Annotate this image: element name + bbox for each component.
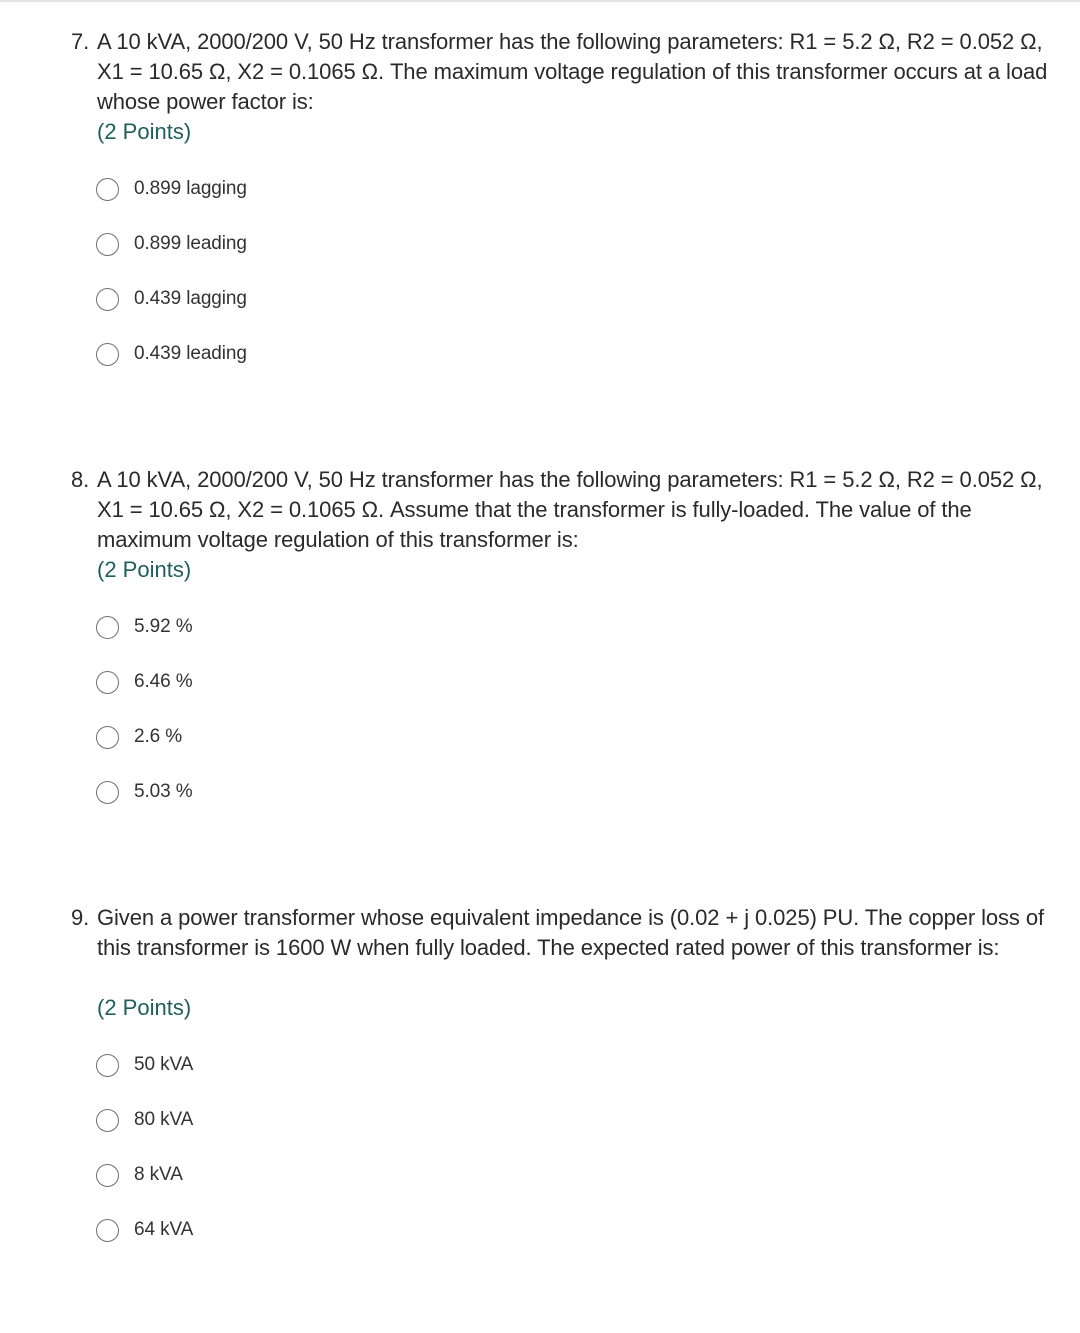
radio-button[interactable] bbox=[96, 726, 119, 749]
option-label: 5.03 % bbox=[134, 781, 193, 802]
question-points: (2 Points) bbox=[97, 557, 192, 582]
radio-button[interactable] bbox=[96, 233, 119, 256]
option-label: 0.439 lagging bbox=[134, 288, 247, 309]
radio-button[interactable] bbox=[96, 288, 119, 311]
radio-button[interactable] bbox=[96, 343, 119, 366]
radio-button[interactable] bbox=[96, 1109, 119, 1132]
question-number: 9. bbox=[71, 905, 90, 930]
question-text bbox=[71, 465, 1057, 555]
question-points: (2 Points) bbox=[97, 995, 192, 1020]
radio-button[interactable] bbox=[96, 1054, 119, 1077]
option-label: 50 kVA bbox=[134, 1054, 194, 1075]
radio-button[interactable] bbox=[96, 1219, 119, 1242]
radio-button[interactable] bbox=[96, 1164, 119, 1187]
question-body: Given a power transformer whose equivalent impedance is (0.02 + j 0.025) PU. The copper loss of this transformer is 1600 W when fully loaded. The expected rated power of this transformer is: bbox=[97, 905, 1044, 960]
option-label: 0.899 lagging bbox=[134, 178, 247, 199]
option-0-439-lagging[interactable] bbox=[96, 285, 247, 313]
option-label: 6.46 % bbox=[134, 671, 193, 692]
option-0-439-leading[interactable] bbox=[96, 340, 247, 368]
radio-button[interactable] bbox=[96, 616, 119, 639]
option-0-899-lagging[interactable] bbox=[96, 175, 247, 203]
option-label: 0.439 leading bbox=[134, 343, 247, 364]
option-label: 64 kVA bbox=[134, 1219, 194, 1240]
option-label: 8 kVA bbox=[134, 1164, 183, 1185]
option-label: 0.899 leading bbox=[134, 233, 247, 254]
question-points: (2 Points) bbox=[97, 119, 192, 144]
question-body: A 10 kVA, 2000/200 V, 50 Hz transformer has the following parameters: R1 = 5.2 Ω, R2 = 0.052 Ω, X1 = 10.65 Ω, X2 = 0.1065 Ω. Assume that the transformer is fully-loaded. The value of the maximum voltage regulation of this transformer is: bbox=[97, 467, 1043, 552]
option-0-899-leading[interactable] bbox=[96, 230, 247, 258]
question-text bbox=[71, 903, 1072, 963]
option-2-6-percent[interactable] bbox=[96, 723, 182, 751]
question-text bbox=[71, 27, 1057, 117]
option-label: 80 kVA bbox=[134, 1109, 194, 1130]
option-8-kva[interactable] bbox=[96, 1161, 183, 1189]
option-50-kva[interactable] bbox=[96, 1051, 193, 1079]
option-label: 2.6 % bbox=[134, 726, 183, 747]
option-64-kva[interactable] bbox=[96, 1216, 193, 1244]
question-number: 8. bbox=[71, 467, 90, 492]
option-label: 5.92 % bbox=[134, 616, 193, 637]
option-80-kva[interactable] bbox=[96, 1106, 193, 1134]
option-5-92-percent[interactable] bbox=[96, 613, 193, 641]
radio-button[interactable] bbox=[96, 671, 119, 694]
question-body: A 10 kVA, 2000/200 V, 50 Hz transformer has the following parameters: R1 = 5.2 Ω, R2 = 0.052 Ω, X1 = 10.65 Ω, X2 = 0.1065 Ω. The maximum voltage regulation of this transformer occurs at a load whose power factor is: bbox=[97, 29, 1048, 114]
option-5-03-percent[interactable] bbox=[96, 778, 193, 806]
option-6-46-percent[interactable] bbox=[96, 668, 193, 696]
radio-button[interactable] bbox=[96, 781, 119, 804]
top-divider bbox=[0, 0, 1080, 2]
radio-button[interactable] bbox=[96, 178, 119, 201]
question-number: 7. bbox=[71, 29, 90, 54]
